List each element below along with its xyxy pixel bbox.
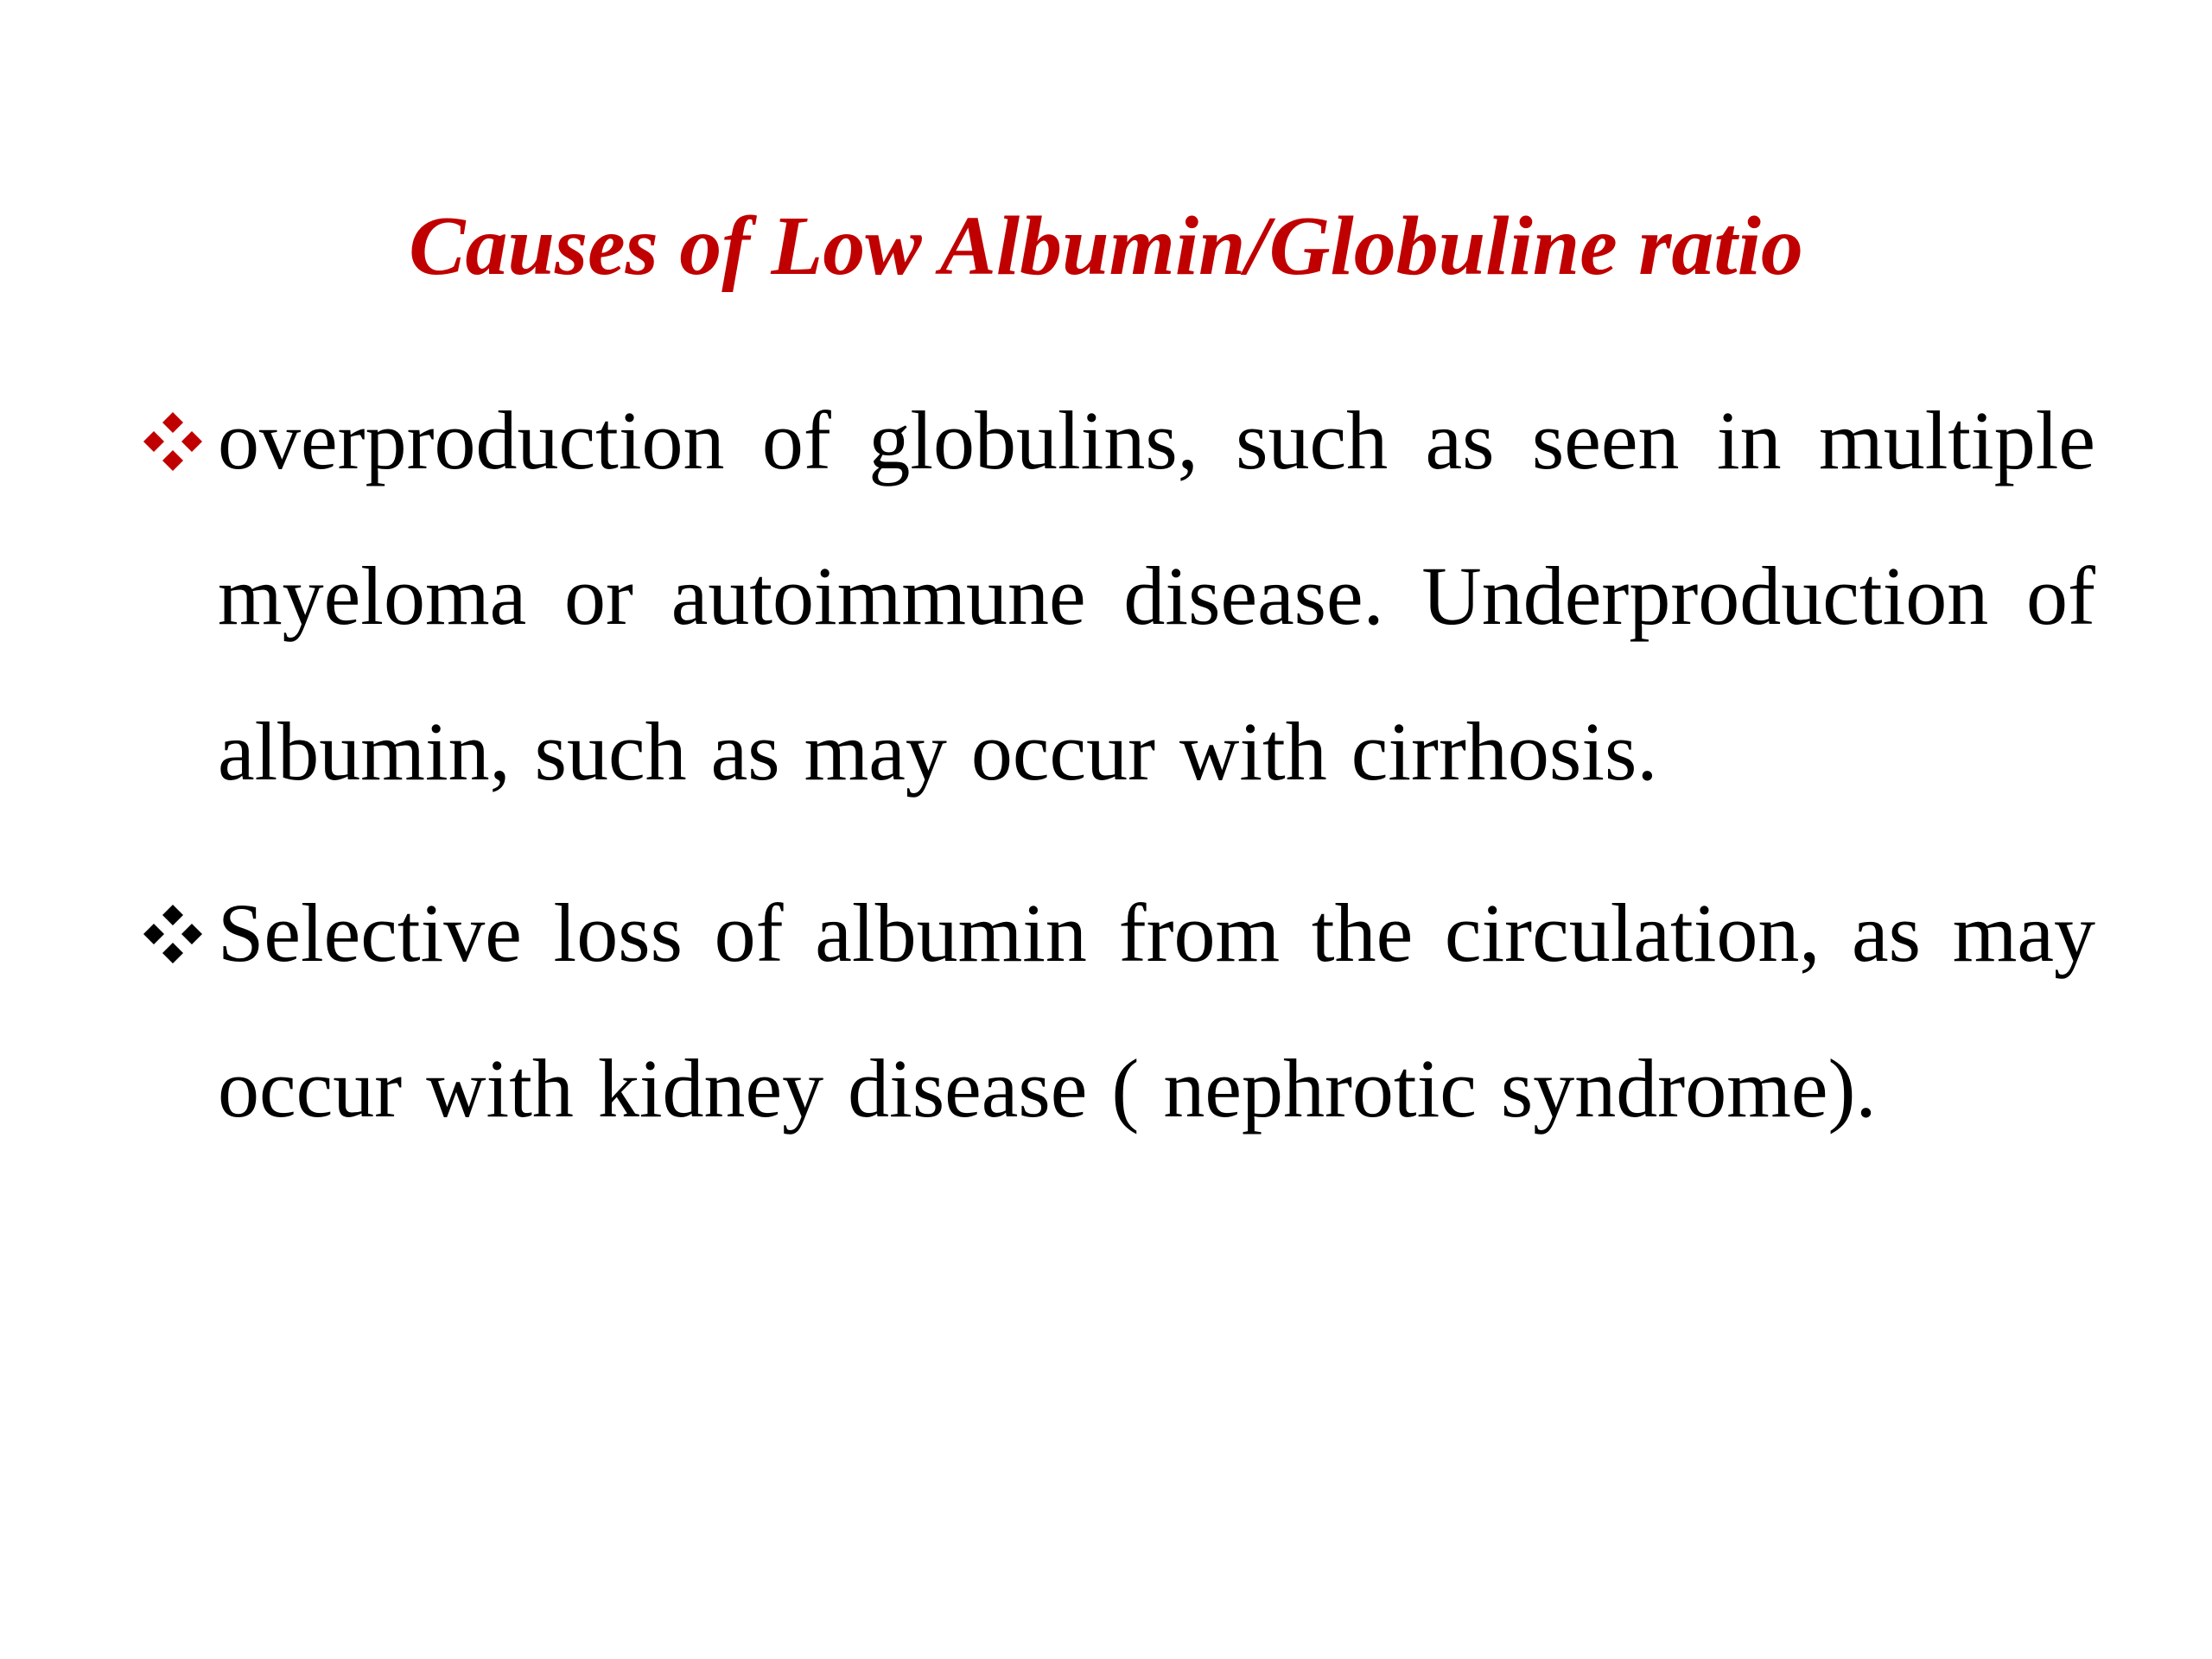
slide-title: Causes of Low Albumin/Globuline ratio <box>409 200 1803 293</box>
four-diamond-bullet-icon <box>138 899 207 969</box>
bullet-item-overproduction <box>138 363 2095 830</box>
bullet-text: Selective loss of albumin from the circulation, as may occur with kidney disease ( nephrotic syndrome). <box>218 887 2095 1135</box>
bullet-list <box>138 363 2095 1166</box>
bullet-item-selective-loss <box>138 855 2095 1166</box>
four-diamond-bullet-icon <box>138 407 207 476</box>
bullet-text: overproduction of globulins, such as seen in multiple myeloma or autoimmune disease. Underproduction of albumin, such as may occur with cirrhosis. <box>218 394 2095 798</box>
